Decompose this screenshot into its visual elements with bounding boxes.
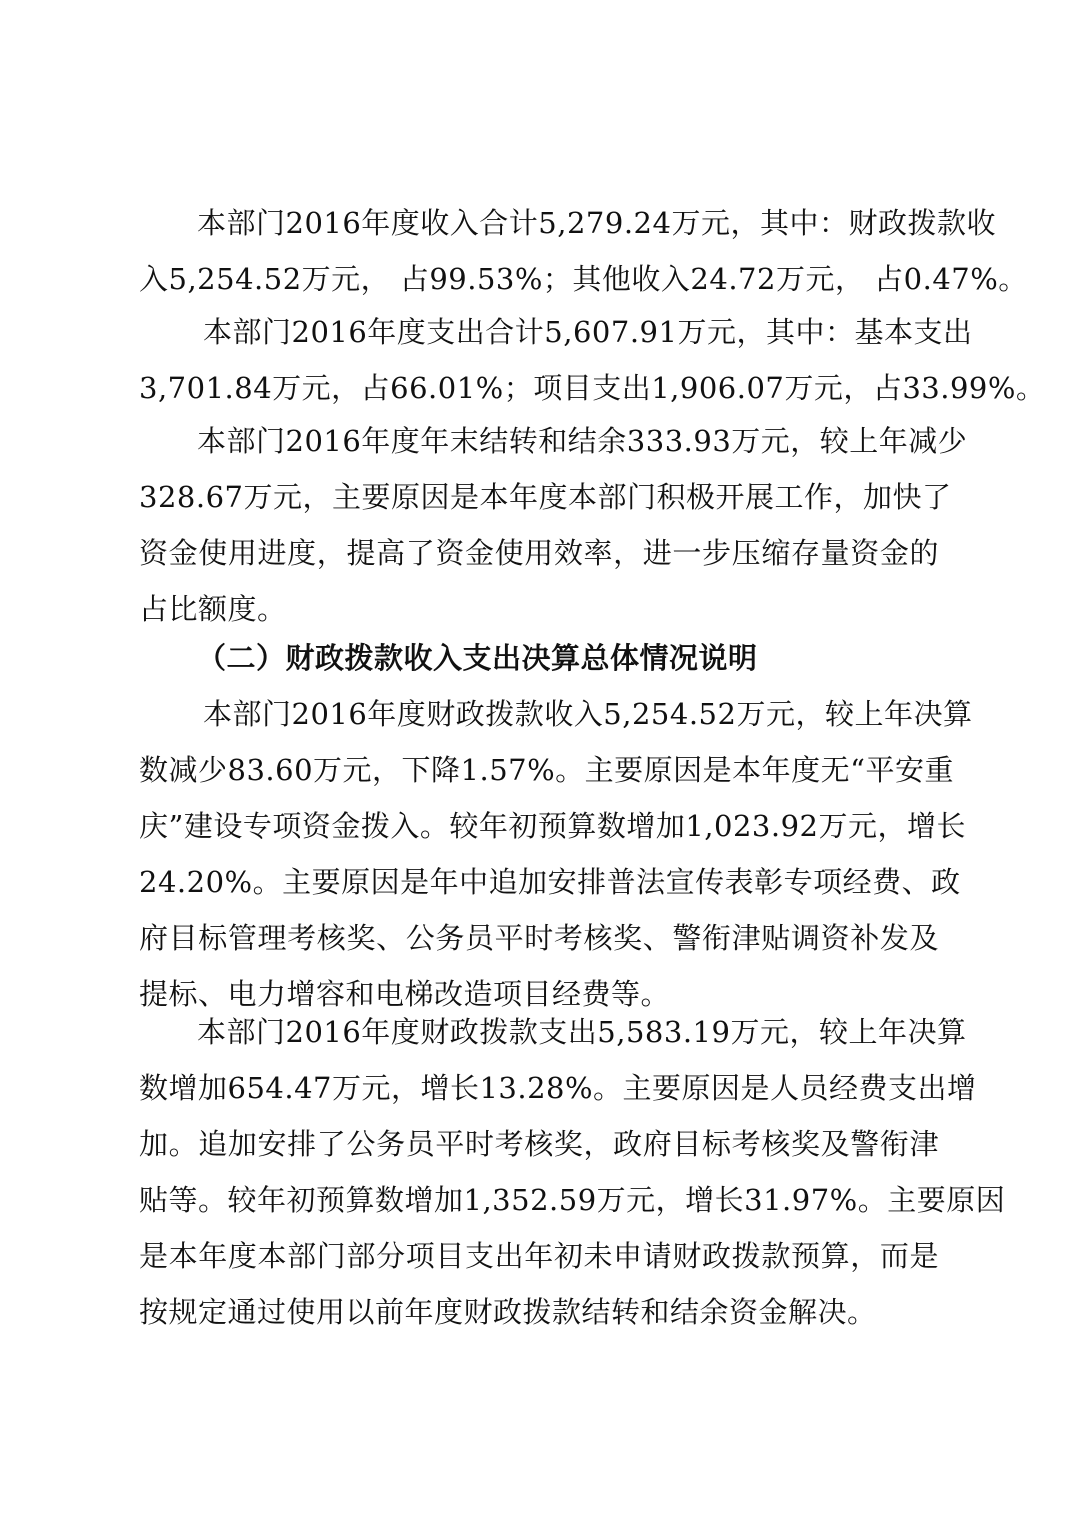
paragraph-carryover bbox=[139, 413, 968, 637]
text-line: 加。追加安排了公务员平时考核奖，政府目标考核奖及警衔津 bbox=[139, 1127, 939, 1161]
text-line: 本部门2016年度年末结转和结余333.93万元，较上年减少 bbox=[197, 424, 968, 458]
section-heading bbox=[139, 630, 939, 686]
text-line: 资金使用进度，提高了资金使用效率，进一步压缩存量资金的 bbox=[139, 536, 939, 570]
text-line: 贴等。较年初预算数增加1,352.59万元，增长31.97%。主要原因 bbox=[139, 1183, 1006, 1217]
text-line: 328.67万元，主要原因是本年度本部门积极开展工作，加快了 bbox=[139, 480, 952, 514]
text-line: 按规定通过使用以前年度财政拨款结转和结余资金解决。 bbox=[139, 1295, 877, 1329]
text-line: 府目标管理考核奖、公务员平时考核奖、警衔津贴调资补发及 bbox=[139, 921, 939, 955]
text-line: 入5,254.52万元， 占99.53%；其他收入24.72万元， 占0.47%。 bbox=[139, 262, 1028, 296]
text-line: 提标、电力增容和电梯改造项目经费等。 bbox=[139, 977, 671, 1011]
text-line: 是本年度本部门部分项目支出年初未申请财政拨款预算，而是 bbox=[139, 1239, 939, 1273]
text-line: 本部门2016年度收入合计5,279.24万元，其中：财政拨款收 bbox=[197, 206, 996, 240]
text-line: 本部门2016年度财政拨款支出5,583.19万元，较上年决算 bbox=[197, 1015, 967, 1049]
text-line: 数减少83.60万元，下降1.57%。主要原因是本年度无“平安重 bbox=[139, 753, 954, 787]
heading-text: （二）财政拨款收入支出决算总体情况说明 bbox=[197, 641, 758, 675]
paragraph-income-total bbox=[139, 195, 1028, 307]
text-line: 本部门2016年度支出合计5,607.91万元，其中：基本支出 bbox=[203, 315, 973, 349]
text-line: 庆”建设专项资金拨入。较年初预算数增加1,023.92万元，增长 bbox=[139, 809, 966, 843]
text-line: 数增加654.47万元，增长13.28%。主要原因是人员经费支出增 bbox=[139, 1071, 977, 1105]
text-line: 24.20%。主要原因是年中追加安排普法宣传表彰专项经费、政 bbox=[139, 865, 961, 899]
paragraph-fiscal-income bbox=[139, 686, 973, 1022]
text-line: 占比额度。 bbox=[139, 592, 287, 626]
text-line: 本部门2016年度财政拨款收入5,254.52万元，较上年决算 bbox=[203, 697, 973, 731]
text-line: 3,701.84万元，占66.01%；项目支出1,906.07万元，占33.99%。 bbox=[139, 371, 1046, 405]
paragraph-expenditure-total bbox=[139, 304, 1046, 416]
paragraph-fiscal-expenditure bbox=[139, 1004, 1006, 1340]
